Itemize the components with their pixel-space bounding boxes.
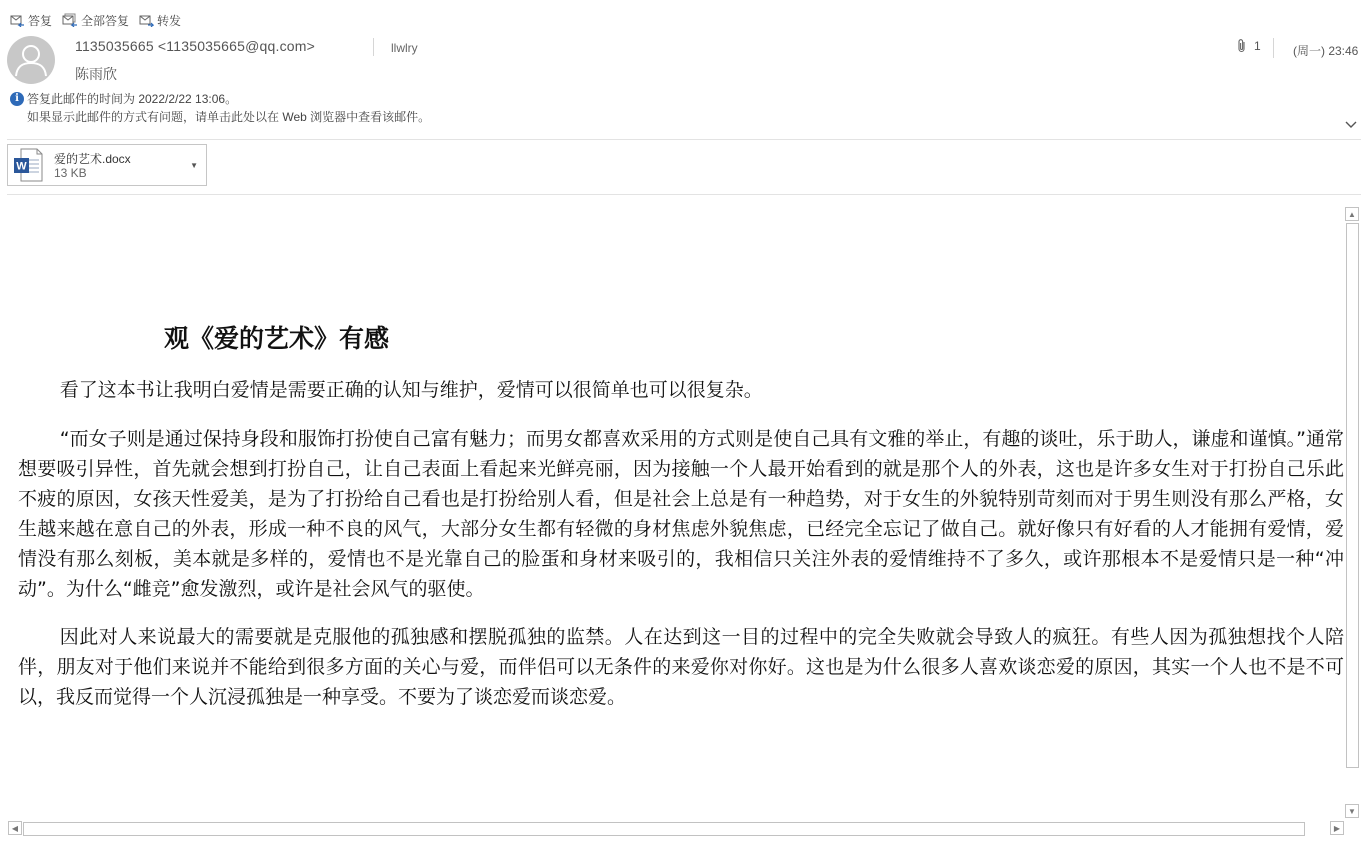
sent-datetime: (周一) 23:46 xyxy=(1293,44,1359,58)
forward-icon xyxy=(139,13,154,27)
attachment-item[interactable] xyxy=(7,144,207,186)
reply-all-icon xyxy=(62,13,78,27)
attachment-size: 13 KB xyxy=(54,166,87,180)
reply-icon xyxy=(10,13,25,27)
forward-label: 转发 xyxy=(157,13,182,28)
sender-avatar[interactable] xyxy=(7,36,55,84)
chevron-down-icon xyxy=(1344,117,1358,131)
attachment-count: 1 xyxy=(1254,39,1261,53)
replied-info-text: 答复此邮件的时间为 2022/2/22 13:06。 xyxy=(27,92,238,106)
header-separator xyxy=(7,139,1361,140)
header-divider-right xyxy=(1273,38,1274,58)
recipient-name[interactable]: 陈雨欣 xyxy=(75,66,117,82)
attachment-separator xyxy=(7,194,1361,195)
recipient-short[interactable]: llwlry xyxy=(391,41,418,55)
replied-info xyxy=(10,90,237,107)
horizontal-scrollbar[interactable] xyxy=(8,821,1344,837)
info-icon: i xyxy=(10,92,24,106)
person-icon xyxy=(7,36,55,84)
scroll-up-button[interactable]: ▲ xyxy=(1345,207,1359,221)
attachment-dropdown-icon[interactable]: ▼ xyxy=(190,161,198,170)
scroll-down-button[interactable]: ▼ xyxy=(1345,804,1359,818)
scroll-left-button[interactable]: ◀ xyxy=(8,821,22,835)
reply-label: 答复 xyxy=(28,13,53,28)
message-body xyxy=(18,215,1344,807)
header-divider xyxy=(373,38,374,56)
svg-text:W: W xyxy=(16,160,27,173)
paragraph-2: “而女子则是通过保持身段和服饰打扮使自己富有魅力；而男女都喜欢采用的方式则是使自己具有文雅的举止，有趣的谈吐，乐于助人，谦虚和谨慎。”通常想要吸引异性，首先就会想到打扮自己，让自己表面上看起来光鲜亮丽，因为接触一个人最开始看到的就是那个人的外表，这也是许多女生对于打扮自己乐此不疲的原因，女孩天性爱美，是为了打扮给自己看也是打扮给别人看，但是社会上总是有一种趋势，对于女生的外貌特别苛刻而对于男生则没有那么严格，女生越来越在意自己的外表，形成一种不良的风气，大部分女生都有轻微的身材焦虑外貌焦虑，已经完全忘记了做自己。就好像只有好看的人才能拥有爱情，爱情没有那么刻板，美本就是多样的，爱情也不是光靠自己的脸蛋和身材来吸引的，我相信只关注外表的爱情维持不了多久，或许那根本不是爱情只是一种“冲动”。为什么“雌竞”愈发激烈，或许是社会风气的驱使。 xyxy=(18,428,1344,600)
reply-button[interactable] xyxy=(10,11,52,29)
attachment-indicator xyxy=(1236,38,1261,54)
paragraph-3: 因此对人来说最大的需要就是克服他的孤独感和摆脱孤独的监禁。人在达到这一目的过程中的完全失败就会导致人的疯狂。有些人因为孤独想找个人陪伴，朋友对于他们来说并不能给到很多方面的关心与爱，而伴侣可以无条件的来爱你对你好。这也是为什么很多人喜欢谈恋爱的原因，其实一个人也不是不可以，我反而觉得一个人沉浸孤独是一种享受。不要为了谈恋爱而谈恋爱。 xyxy=(18,626,1344,708)
vertical-scroll-thumb[interactable] xyxy=(1346,223,1359,768)
scroll-right-button[interactable]: ▶ xyxy=(1330,821,1344,835)
vertical-scrollbar[interactable] xyxy=(1345,207,1359,819)
horizontal-scroll-thumb[interactable] xyxy=(23,822,1305,836)
document-title: 观《爱的艺术》有感 xyxy=(164,324,390,353)
view-in-browser-link[interactable]: 如果显示此邮件的方式有问题，请单击此处以在 Web 浏览器中查看该邮件。 xyxy=(27,110,431,124)
reply-all-label: 全部答复 xyxy=(81,13,130,28)
forward-button[interactable] xyxy=(139,11,181,29)
paragraph-1: 看了这本书让我明白爱情是需要正确的认知与维护，爱情可以很简单也可以很复杂。 xyxy=(59,379,763,401)
word-doc-icon xyxy=(13,148,43,182)
sender-address[interactable]: 1135035665 <1135035665@qq.com> xyxy=(75,38,316,54)
expand-header-button[interactable] xyxy=(1344,117,1358,131)
attachment-filename: 爱的艺术.docx xyxy=(54,152,131,166)
reply-all-button[interactable] xyxy=(62,11,129,29)
paperclip-icon xyxy=(1236,38,1248,54)
